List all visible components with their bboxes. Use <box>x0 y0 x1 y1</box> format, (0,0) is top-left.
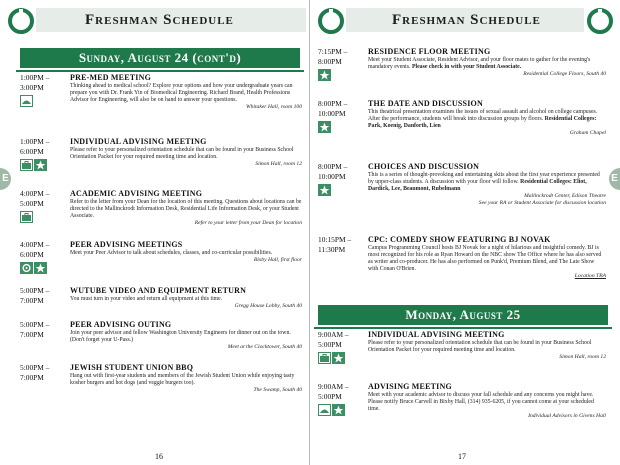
hat-icon <box>318 403 331 421</box>
event-location: Location TBA <box>574 273 606 280</box>
star-icon <box>34 261 47 279</box>
event-start-time: 1:00PM – <box>20 137 50 146</box>
event-title: ACADEMIC ADVISING MEETING <box>70 189 203 198</box>
event-location: Individual Advisors in Givens Hall <box>528 413 606 420</box>
page-number-right: 17 <box>458 452 466 461</box>
event-description: Refer to the letter from your Dean for the location of this meeting. Questions about locations can be directed to the Mallinckrodt Information Desk, Residential Life Information Desk, or your Student Associate. <box>70 199 302 220</box>
event-start-time: 1:00PM – <box>20 73 50 82</box>
event-icons <box>318 120 331 138</box>
event-time <box>20 363 70 383</box>
event-title: PEER ADVISING OUTING <box>70 320 172 329</box>
event-description: Meet your Peer Advisor to talk about schedules, classes, and co-curricular possibilities. <box>70 250 273 256</box>
event-title: WUTUBE VIDEO AND EQUIPMENT RETURN <box>70 286 247 295</box>
event-start-time: 8:00PM – <box>318 162 348 171</box>
event-start-time: 7:15PM – <box>318 47 348 56</box>
event-end-time: 3:00PM <box>20 83 44 92</box>
event-icons <box>20 210 33 228</box>
event-icons <box>318 351 345 369</box>
event-icons <box>20 94 33 112</box>
event-time <box>20 189 70 209</box>
event-end-time: 10:00PM <box>318 172 346 181</box>
event-title: THE DATE AND DISCUSSION <box>368 99 483 108</box>
event-location: Graham Chapel <box>569 130 606 137</box>
gear-icon <box>20 261 33 279</box>
washu-logo-right-end <box>587 8 613 34</box>
day-banner-sunday: Sunday, August 24 (cont'd) <box>20 48 300 68</box>
edge-tab-right: E <box>609 168 620 190</box>
event-description: You must turn in your video and return all equipment at this time. <box>70 296 223 302</box>
event-end-time: 5:00PM <box>318 392 342 401</box>
event-icons <box>318 183 331 201</box>
event-end-time: 6:00PM <box>20 147 44 156</box>
star-icon <box>332 403 345 421</box>
star-icon <box>332 351 345 369</box>
event-location: Meet at the Clocktower, South 40 <box>227 344 302 351</box>
event-time <box>20 320 70 340</box>
event-end-time: 10:00PM <box>318 109 346 118</box>
page-title-right: Freshman Schedule <box>392 12 541 28</box>
event-start-time: 5:00PM – <box>20 320 50 329</box>
page-spine <box>309 0 310 465</box>
event-end-time: 11:30PM <box>318 245 346 254</box>
event-description: Campus Programming Council hosts BJ Novak for a night of hilarious and insightful comedy. BJ is most recognized for his role as Ryan Howard on the NBC show The Office where he has also served as writer and co-producer. He has also performed on Punk'd, Premium Blend, and The Late Show with Conan O'Brien. <box>368 245 602 273</box>
event-location: Refer to your letter from your Dean for location <box>194 220 302 227</box>
event-location-note: See your RA or Student Associate for discussion location <box>478 200 606 207</box>
event-end-time: 8:00PM <box>318 57 342 66</box>
event-start-time: 9:00AM – <box>318 330 349 339</box>
event-time <box>318 330 368 350</box>
washu-logo-left <box>8 8 34 34</box>
event-note: Residential Colleges: Park, Koenig, Danforth, Lien <box>368 116 597 130</box>
event-start-time: 10:15PM – <box>318 235 352 244</box>
event-start-time: 5:00PM – <box>20 286 50 295</box>
event-description: This theatrical presentation examines the issues of sexual assault and alcohol on college campuses. After the performance, students will break into discussion groups by floors. Residential Colleges: Park, Koenig, Danforth, Lien <box>368 109 598 130</box>
briefcase-icon <box>20 158 33 176</box>
event-icons <box>20 158 47 176</box>
event-title: INDIVIDUAL ADVISING MEETING <box>368 330 505 339</box>
event-icons <box>318 403 345 421</box>
event-note: Please check in with your Student Associate. <box>411 64 522 71</box>
event-title: RESIDENCE FLOOR MEETING <box>368 47 491 56</box>
edge-tab-left: E <box>0 168 11 190</box>
event-icons <box>318 68 331 86</box>
event-time <box>318 162 368 182</box>
event-description: Hang out with first-year students and members of the Jewish Student Union while enjoying tasty kosher burgers and hot dogs (and veggie burgers too). <box>70 373 295 387</box>
event-title: CHOICES AND DISCUSSION <box>368 162 480 171</box>
hat-icon <box>20 94 33 112</box>
event-start-time: 8:00PM – <box>318 99 348 108</box>
event-time <box>318 382 368 402</box>
event-description: Meet your Student Associate, Resident Advisor, and your floor mates to gather for the evening's mandatory events. Please check in with your Student Associate. <box>368 57 591 71</box>
star-icon <box>318 183 331 201</box>
event-title: PRE-MED MEETING <box>70 73 151 82</box>
event-description: Please refer to your personalized orientation schedule that can be found in your Business School Orientation Packet for your required meeting time and location. <box>368 340 592 354</box>
event-location: Whitaker Hall, room 100 <box>245 104 302 111</box>
event-title: PEER ADVISING MEETINGS <box>70 240 183 249</box>
event-location: The Swamp, South 40 <box>253 387 302 394</box>
event-time <box>20 137 70 157</box>
event-time <box>318 47 368 67</box>
event-description: Join your peer advisor and fellow Washington University Engineers for dinner out on the town. (Don't forget your U-Pass.) <box>70 330 291 344</box>
star-icon <box>34 158 47 176</box>
event-location: Bixby Hall, first floor <box>253 257 302 264</box>
event-title: JEWISH STUDENT UNION BBQ <box>70 363 194 372</box>
event-start-time: 9:00AM – <box>318 382 349 391</box>
event-end-time: 5:00PM <box>20 199 44 208</box>
event-icons <box>20 261 47 279</box>
event-start-time: 4:00PM – <box>20 240 50 249</box>
event-location: Residential College Floors, South 40 <box>523 71 606 78</box>
event-title: ADVISING MEETING <box>368 382 452 391</box>
event-title: INDIVIDUAL ADVISING MEETING <box>70 137 207 146</box>
briefcase-icon <box>318 351 331 369</box>
event-time <box>20 240 70 260</box>
event-note: Residential Colleges: Eliot, Dardick, Lee, Beaumont, Rubelmann <box>368 179 587 193</box>
event-description: Please refer to your personalized orientation schedule that can be found in your Business School Orientation Packet for your required meeting time and location. <box>70 147 294 161</box>
event-title: CPC: COMEDY SHOW FEATURING BJ NOVAK <box>368 235 551 244</box>
event-end-time: 7:00PM <box>20 373 44 382</box>
event-end-time: 6:00PM <box>20 250 44 259</box>
washu-logo-right <box>318 8 344 34</box>
event-start-time: 4:00PM – <box>20 189 50 198</box>
event-time <box>20 73 70 93</box>
event-end-time: 5:00PM <box>318 340 342 349</box>
event-description: Thinking ahead to medical school? Explore your options and how your undergraduate years can prepare you with Dr. Frank Yin of Biomedical Engineering. Richard Brand, Health Professions Advisor for Engineering, will also be on hand to answer your questions. <box>70 83 293 104</box>
briefcase-icon <box>20 210 33 228</box>
event-start-time: 5:00PM – <box>20 363 50 372</box>
event-end-time: 7:00PM <box>20 296 44 305</box>
event-location: Mallinckrodt Center, Edison Theatre <box>524 193 606 200</box>
event-location: Simon Hall, room 12 <box>559 354 606 361</box>
event-time <box>318 235 368 255</box>
event-location: Simon Hall, room 12 <box>255 161 302 168</box>
event-location: Gregg House Lobby, South 40 <box>234 303 302 310</box>
star-icon <box>318 68 331 86</box>
page-number-left: 16 <box>155 452 163 461</box>
event-time <box>318 99 368 119</box>
page-title-left: Freshman Schedule <box>85 12 234 28</box>
event-end-time: 7:00PM <box>20 330 44 339</box>
event-description: This is a series of thought-provoking and entertaining skits about the first year experience presented by upper-class students. A discussion with your floor will follow. Residential Colleges: Eliot, Dardick, Lee, Beaumont, Rubelmann <box>368 172 600 193</box>
day-banner-monday: Monday, August 25 <box>318 305 608 325</box>
event-description: Meet with your academic advisor to discuss your fall schedule and any concerns you might have. Please notify Bruce Carvell in Bixby Hall, (314) 935-6205, if you cannot come at your scheduled time. <box>368 392 594 413</box>
event-time <box>20 286 70 306</box>
star-icon <box>318 120 331 138</box>
